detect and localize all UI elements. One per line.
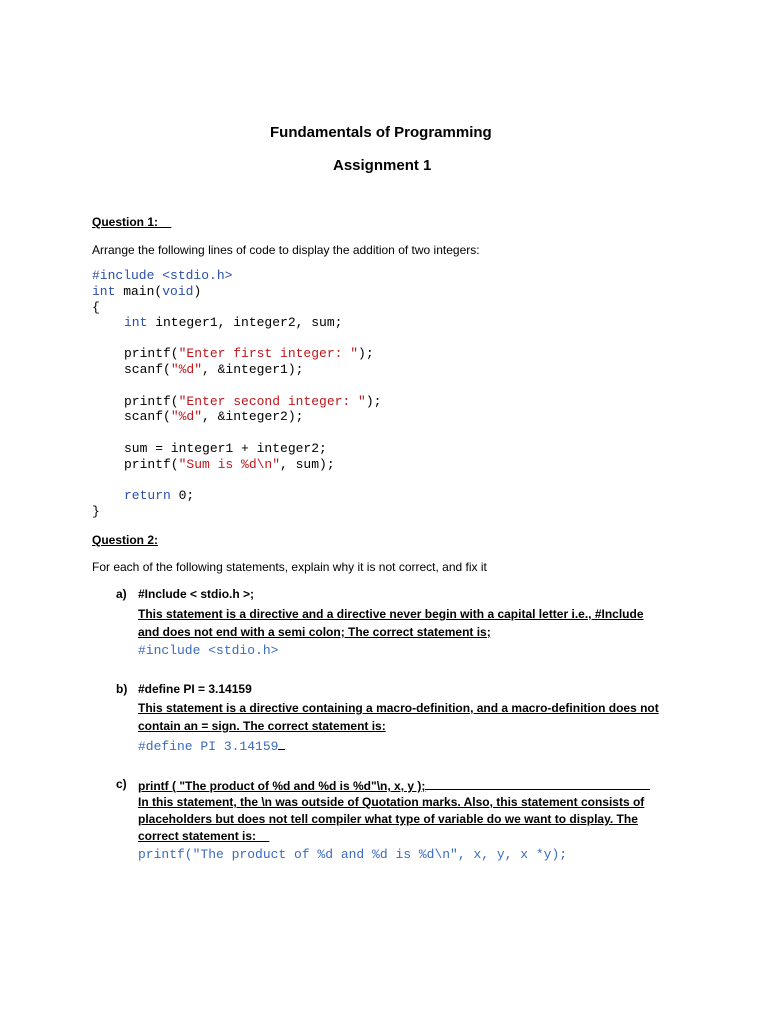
- question-1-prompt: Arrange the following lines of code to display the addition of two integers:: [92, 243, 480, 257]
- item-a-answer: and does not end with a semi colon; The correct statement is;: [138, 625, 491, 639]
- code-line: scanf("%d", &integer1);: [124, 362, 304, 377]
- code-line: int main(void): [92, 284, 202, 299]
- question-2-prompt: For each of the following statements, explain why it is not correct, and fix it: [92, 560, 487, 574]
- code-line: printf("Enter second integer: ");: [124, 394, 382, 409]
- item-b-statement: #define PI = 3.14159: [138, 682, 252, 696]
- item-a-fix: #include <stdio.h>: [138, 643, 279, 658]
- code-line: #include <stdio.h>: [92, 268, 233, 283]
- code-line: return 0;: [124, 488, 195, 503]
- item-b-label: b): [116, 682, 128, 696]
- item-a-answer: This statement is a directive and a directive never begin with a capital letter i.e., #Include: [138, 607, 644, 621]
- code-line: sum = integer1 + integer2;: [124, 441, 327, 456]
- document-subtitle: Assignment 1: [333, 157, 432, 174]
- item-a-statement: #Include < stdio.h >;: [138, 587, 255, 601]
- code-line: printf("Enter first integer: ");: [124, 346, 374, 361]
- item-c-answer: In this statement, the \n was outside of Quotation marks. Also, this statement consists of: [138, 795, 645, 809]
- item-b-fix: #define PI 3.14159: [138, 737, 285, 754]
- item-c-answer: placeholders but does not tell compiler what type of variable do we want to display. The: [138, 812, 638, 826]
- item-a-label: a): [116, 587, 127, 601]
- code-line: {: [92, 300, 100, 315]
- item-b-answer: contain an = sign. The correct statement is:: [138, 719, 386, 733]
- code-line: scanf("%d", &integer2);: [124, 409, 304, 424]
- code-line: }: [92, 504, 100, 519]
- item-c-answer: correct statement is:: [138, 829, 257, 843]
- item-c-label: c): [116, 777, 127, 791]
- item-c-statement: printf ( "The product of %d and %d is %d"\n, x, y );: [138, 777, 650, 793]
- code-line: printf("Sum is %d\n", sum);: [124, 457, 335, 472]
- item-c-fix: printf("The product of %d and %d is %d\n", x, y, x *y);: [138, 847, 568, 862]
- item-b-answer: This statement is a directive containing a macro-definition, and a macro-definition does not: [138, 701, 659, 715]
- code-line: int integer1, integer2, sum;: [124, 315, 343, 330]
- question-2-heading: Question 2:: [92, 533, 159, 547]
- question-1-heading: Question 1:: [92, 215, 159, 229]
- document-title: Fundamentals of Programming: [270, 124, 492, 141]
